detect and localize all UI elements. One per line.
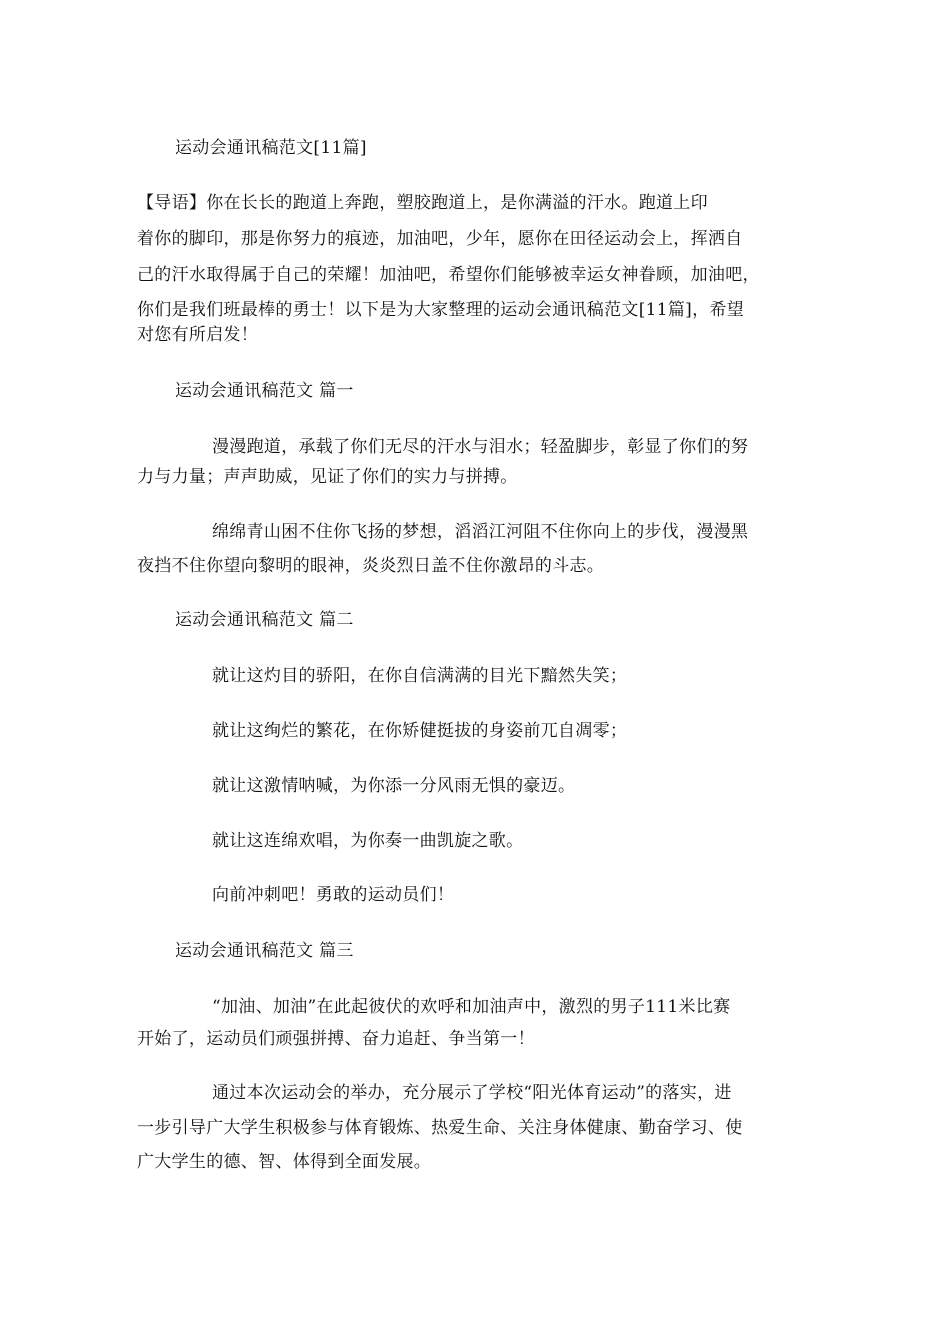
document-title: 运动会通讯稿范文[11篇] xyxy=(175,138,367,158)
paragraph-line: 就让这绚烂的繁花，在你矫健挺拔的身姿前兀自凋零； xyxy=(212,721,628,741)
intro-line: 己的汗水取得属于自己的荣耀！加油吧，希望你们能够被幸运女神眷顾，加油吧， xyxy=(137,265,760,285)
paragraph-line: 夜挡不住你望向黎明的眼神，炎炎烈日盖不住你激昂的斗志。 xyxy=(137,556,605,576)
paragraph-line: 就让这灼目的骄阳，在你自信满满的目光下黯然失笑； xyxy=(212,666,628,686)
intro-line: 你们是我们班最棒的勇士！以下是为大家整理的运动会通讯稿范文[11篇]，希望 xyxy=(137,300,744,320)
paragraph-line: 漫漫跑道，承载了你们无尽的汗水与泪水；轻盈脚步，彰显了你们的努 xyxy=(212,437,749,457)
intro-line: 着你的脚印，那是你努力的痕迹，加油吧，少年，愿你在田径运动会上，挥洒自 xyxy=(137,229,743,249)
paragraph-line: 向前冲刺吧！勇敢的运动员们！ xyxy=(212,885,455,905)
intro-line: 对您有所启发！ xyxy=(137,325,259,345)
paragraph-line: 就让这激情呐喊，为你添一分风雨无惧的豪迈。 xyxy=(212,776,576,796)
section-heading-1: 运动会通讯稿范文 篇一 xyxy=(175,381,354,401)
paragraph-line: 就让这连绵欢唱，为你奏一曲凯旋之歌。 xyxy=(212,831,524,851)
paragraph-line: 广大学生的德、智、体得到全面发展。 xyxy=(137,1152,432,1172)
paragraph-line: 力与力量；声声助威，见证了你们的实力与拼搏。 xyxy=(137,467,518,487)
section-heading-3: 运动会通讯稿范文 篇三 xyxy=(175,941,354,961)
intro-line: 【导语】你在长长的跑道上奔跑，塑胶跑道上，是你满溢的汗水。跑道上印 xyxy=(137,193,708,213)
paragraph-line: “加油、加油”在此起彼伏的欢呼和加油声中，激烈的男子111米比赛 xyxy=(212,997,731,1017)
paragraph-line: 绵绵青山困不住你飞扬的梦想，滔滔江河阻不住你向上的步伐，漫漫黑 xyxy=(212,522,749,542)
paragraph-line: 开始了，运动员们顽强拼搏、奋力追赶、争当第一！ xyxy=(137,1029,535,1049)
paragraph-line: 通过本次运动会的举办，充分展示了学校“阳光体育运动”的落实，进 xyxy=(212,1083,732,1103)
section-heading-2: 运动会通讯稿范文 篇二 xyxy=(175,610,354,630)
paragraph-line: 一步引导广大学生积极参与体育锻炼、热爱生命、关注身体健康、勤奋学习、使 xyxy=(137,1118,743,1138)
